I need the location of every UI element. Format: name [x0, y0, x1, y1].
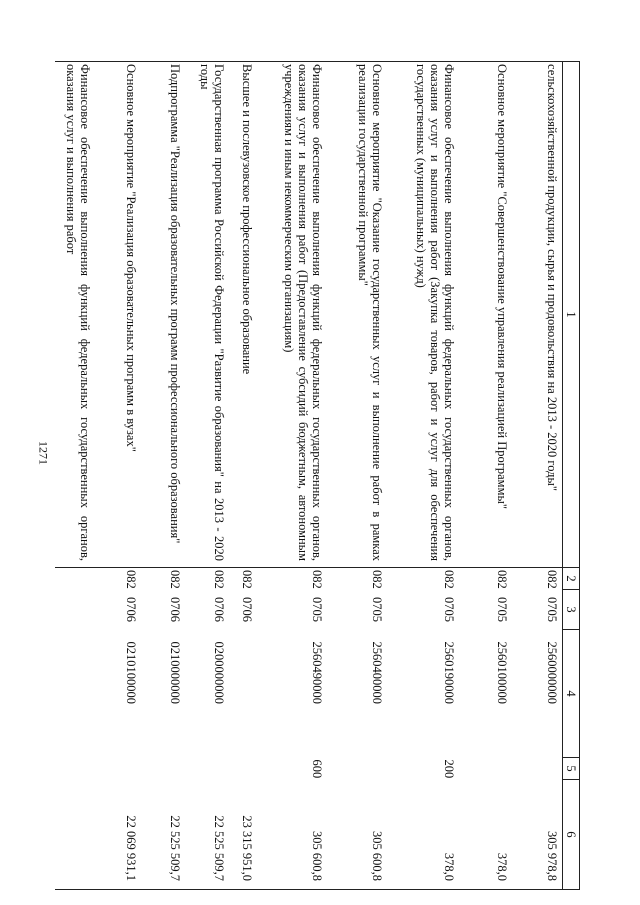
row-code-2: 082 — [240, 570, 255, 589]
row-name: Финансовое обеспечение выполнения функций федеральных государственных органов, оказания услуг и выполнения работ — [56, 62, 96, 568]
row-name: Финансовое обеспечение выполнения функций федеральных государственных органов, оказания услуг и выполнения работ (Предоставление субсидий бюджетным, автономным учреждениям и иным некоммерческим организациям) — [258, 62, 328, 568]
table-row — [460, 62, 513, 890]
row-amount: 22 069 931,1 — [96, 780, 142, 890]
row-code-2: 082 — [124, 570, 139, 589]
row-amount: 378,0 — [460, 780, 513, 890]
row-code-3: 0706 — [240, 597, 255, 622]
row-code-2: 082 — [442, 570, 457, 589]
table-row — [186, 62, 230, 890]
row-code-3: 0705 — [495, 597, 510, 622]
table-header-row — [563, 62, 580, 890]
row-code-4: 2560400000 — [370, 641, 385, 704]
row-name: сельскохозяйственной продукции, сырья и продовольствия на 2013 - 2020 годы" — [513, 62, 563, 568]
table-row — [513, 62, 563, 890]
row-amount — [56, 780, 96, 890]
row-code-4 — [56, 630, 96, 758]
budget-table — [56, 61, 581, 890]
row-code-5: 600 — [310, 759, 325, 779]
row-name: Подпрограмма "Реализация образовательных программ профессионального образования" — [142, 62, 186, 568]
row-amount: 305 978,8 — [513, 780, 563, 890]
row-amount: 305 600,8 — [258, 780, 328, 890]
row-code-2 — [56, 568, 96, 590]
row-name: Основное мероприятие "Совершенствование управления реализацией Программы" — [460, 62, 513, 568]
row-code-5 — [513, 758, 563, 780]
row-code-4: 0200000000 — [212, 641, 227, 704]
row-code-3: 0706 — [124, 597, 139, 622]
row-code-3: 0705 — [310, 597, 325, 622]
table-row — [328, 62, 388, 890]
row-code-5 — [460, 758, 513, 780]
row-amount: 305 600,8 — [328, 780, 388, 890]
row-code-3: 0706 — [212, 597, 227, 622]
table-row — [388, 62, 460, 890]
row-code-3: 0705 — [545, 597, 559, 622]
header-col-4: 4 — [563, 630, 580, 758]
row-code-5 — [328, 758, 388, 780]
row-code-2: 082 — [212, 570, 227, 589]
row-name: Государственная программа Российской Федерации "Развитие образования" на 2013 - 2020 годы — [186, 62, 230, 568]
row-code-4: 0210000000 — [168, 641, 183, 704]
row-code-5 — [142, 758, 186, 780]
row-amount: 22 525 509,7 — [186, 780, 230, 890]
header-col-5: 5 — [563, 758, 580, 780]
header-col-6: 6 — [563, 780, 580, 890]
row-code-2: 082 — [370, 570, 385, 589]
row-code-5: 200 — [442, 759, 457, 779]
row-code-5 — [56, 758, 96, 780]
header-col-3: 3 — [563, 590, 580, 630]
row-name: Высшее и послевузовское профессиональное образование — [230, 62, 258, 568]
table-row — [56, 62, 96, 890]
row-code-3 — [56, 590, 96, 630]
row-code-2: 082 — [310, 570, 325, 589]
row-code-3: 0706 — [168, 597, 183, 622]
table-row — [258, 62, 328, 890]
row-amount: 23 315 951,0 — [230, 780, 258, 890]
row-code-4: 2560100000 — [495, 641, 510, 704]
header-col-1: 1 — [563, 62, 580, 568]
row-amount: 22 525 509,7 — [142, 780, 186, 890]
row-name: Финансовое обеспечение выполнения функций федеральных государственных органов, оказания услуг и выполнения работ (Закупка товаров, работ и услуг для обеспечения государственных (муниципальных) нужд) — [388, 62, 460, 568]
row-name: Основное мероприятие "Реализация образовательных программ в вузах" — [96, 62, 142, 568]
row-code-2: 082 — [545, 570, 559, 589]
row-code-4: 2560190000 — [442, 641, 457, 704]
row-code-4: 2560000000 — [545, 641, 559, 704]
row-code-5 — [96, 758, 142, 780]
row-code-4 — [230, 630, 258, 758]
row-code-5 — [186, 758, 230, 780]
row-code-2: 082 — [168, 570, 183, 589]
row-code-2: 082 — [495, 570, 510, 589]
row-code-5 — [230, 758, 258, 780]
table-row — [230, 62, 258, 890]
row-code-4: 0210100000 — [124, 641, 139, 704]
page-number: 1271 — [36, 441, 51, 465]
row-amount: 378,0 — [388, 780, 460, 890]
table-row — [96, 62, 142, 890]
rotated-table-region — [60, 61, 580, 889]
row-code-3: 0705 — [370, 597, 385, 622]
row-code-4: 2560490000 — [310, 641, 325, 704]
header-col-2: 2 — [563, 568, 580, 590]
table-row — [142, 62, 186, 890]
row-code-3: 0705 — [442, 597, 457, 622]
row-name: Основное мероприятие "Оказание государственных услуг и выполнение работ в рамках реализации государственной программы" — [328, 62, 388, 568]
